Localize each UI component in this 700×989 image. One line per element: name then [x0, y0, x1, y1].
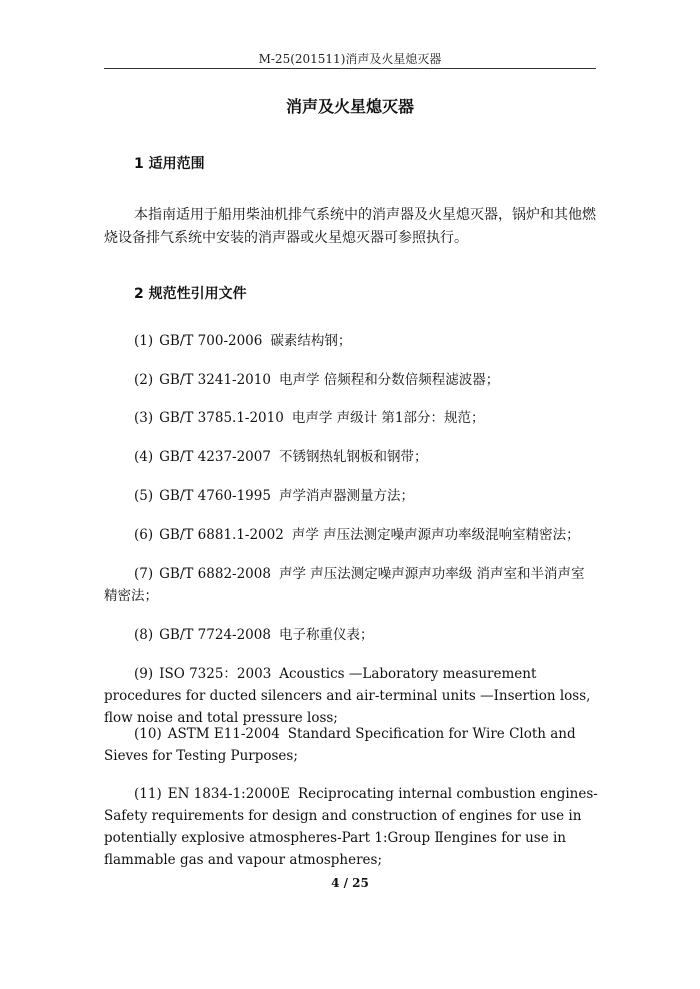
- reference-item: [134, 524, 598, 546]
- reference-code: GB/T 6882-2008: [159, 566, 271, 582]
- reference-number: (1): [134, 333, 154, 349]
- reference-title: 电声学 声级计 第1部分：规范；: [291, 410, 485, 426]
- reference-code: GB/T 4237-2007: [159, 449, 271, 465]
- page-number: 4 / 25: [331, 876, 369, 890]
- reference-title: 声学 声压法测定噪声源声功率级 消声室和半消声室精密法；: [104, 566, 585, 604]
- reference-title: 电子称重仪表；: [278, 627, 374, 643]
- reference-title: Reciprocating internal combustion engines-Safety requirements for design and construction of engines for use in potentially explosive atmospheres-Part 1:Group Ⅱengines for use in flammable gas and vapour atmospheres;: [104, 786, 598, 868]
- reference-number: (2): [134, 372, 154, 388]
- reference-title: 碳素结构钢；: [270, 333, 352, 349]
- reference-item: [104, 723, 598, 767]
- reference-title: 声学消声器测量方法；: [278, 488, 414, 504]
- reference-item: [134, 369, 598, 391]
- reference-code: GB/T 7724-2008: [159, 627, 271, 643]
- document-title: 消声及火星熄灭器: [285, 97, 414, 116]
- reference-item: [104, 663, 598, 729]
- reference-code: GB/T 4760-1995: [159, 488, 271, 504]
- reference-item: [104, 563, 598, 607]
- reference-number: (9): [134, 666, 154, 682]
- running-header: M-25(201511)消声及火星熄灭器: [258, 52, 442, 66]
- reference-number: (8): [134, 627, 154, 643]
- reference-title: 电声学 倍频程和分数倍频程滤波器；: [278, 372, 500, 388]
- section-1-body: 本指南适用于船用柴油机排气系统中的消声器及火星熄灭器，锅炉和其他燃烧设备排气系统中安装的消声器或火星熄灭器可参照执行。: [104, 207, 596, 246]
- reference-title: 不锈钢热轧钢板和钢带；: [278, 449, 428, 465]
- section-2-heading: 2 规范性引用文件: [134, 286, 247, 302]
- reference-code: ASTM E11-2004: [167, 726, 280, 742]
- reference-item: [134, 330, 598, 352]
- reference-item: [134, 624, 598, 646]
- reference-number: (7): [134, 566, 154, 582]
- section-1-heading: 1 适用范围: [134, 156, 205, 172]
- reference-code: ISO 7325：2003: [159, 666, 272, 682]
- reference-code: GB/T 3785.1-2010: [159, 410, 284, 426]
- reference-number: (6): [134, 527, 154, 543]
- header-rule: [104, 68, 596, 69]
- reference-code: GB/T 3241-2010: [159, 372, 271, 388]
- reference-number: (3): [134, 410, 154, 426]
- reference-number: (10): [134, 726, 162, 742]
- reference-number: (4): [134, 449, 154, 465]
- reference-item: [104, 783, 598, 871]
- reference-title: Standard Specification for Wire Cloth and Sieves for Testing Purposes;: [104, 726, 576, 764]
- reference-number: (11): [134, 786, 162, 802]
- reference-title: Acoustics —Laboratory measurement procedures for ducted silencers and air-terminal units —Insertion loss, flow noise and total pressure loss;: [104, 666, 591, 726]
- reference-code: GB/T 6881.1-2002: [159, 527, 284, 543]
- reference-title: 声学 声压法测定噪声源声功率级混响室精密法；: [291, 527, 580, 543]
- reference-item: [134, 485, 598, 507]
- reference-item: [134, 407, 598, 429]
- reference-code: GB/T 700-2006: [159, 333, 263, 349]
- reference-code: EN 1834-1:2000E: [167, 786, 290, 802]
- reference-item: [134, 446, 598, 468]
- reference-number: (5): [134, 488, 154, 504]
